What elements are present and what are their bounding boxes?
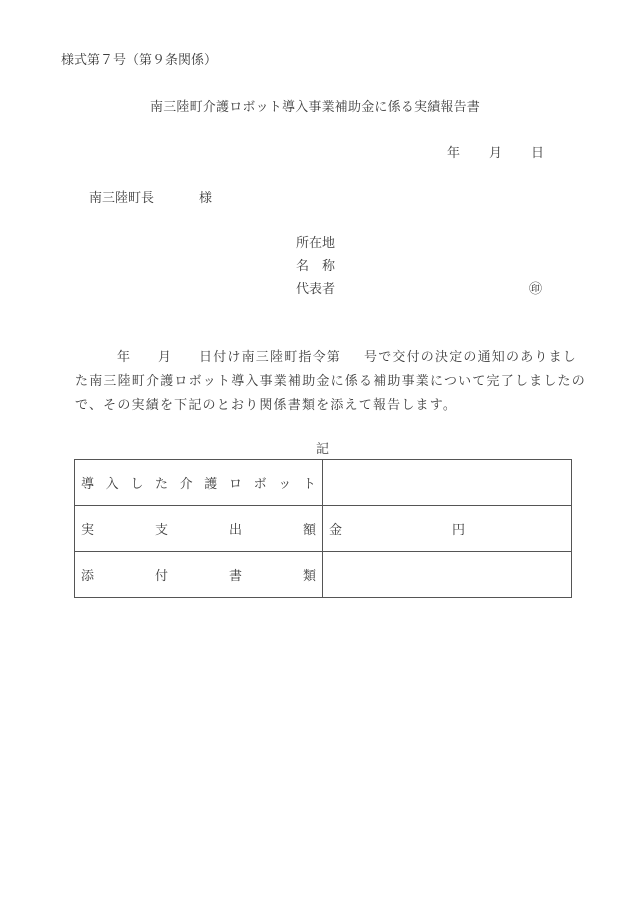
attachments-value-cell[interactable] bbox=[323, 552, 572, 598]
robot-value-cell[interactable] bbox=[323, 460, 572, 506]
label-char: ボ bbox=[253, 477, 267, 492]
addressee-name: 南三陸町長 bbox=[89, 191, 155, 206]
label-char: 類 bbox=[302, 569, 316, 584]
label-char: 支 bbox=[154, 523, 168, 538]
label-char: 額 bbox=[302, 523, 316, 538]
label-char: 出 bbox=[228, 523, 242, 538]
body-line1-text: 日付け南三陸町指令第 bbox=[199, 350, 342, 365]
date-day: 日 bbox=[531, 146, 545, 161]
date-year: 年 bbox=[447, 146, 461, 161]
addressee-honorific: 様 bbox=[199, 191, 213, 206]
label-char: ロ bbox=[228, 477, 242, 492]
label-char: 付 bbox=[154, 569, 168, 584]
attachments-label bbox=[75, 552, 323, 598]
table-row-expense bbox=[75, 506, 572, 552]
robot-label bbox=[75, 460, 323, 506]
label-char: 添 bbox=[81, 569, 95, 584]
seal-mark: ㊞ bbox=[529, 282, 543, 297]
body-line3: で、その実績を下記のとおり関係書類を添えて報告します。 bbox=[75, 398, 458, 413]
label-char: ッ bbox=[278, 477, 292, 492]
label-char: 介 bbox=[179, 477, 193, 492]
form-number: 様式第７号（第９条関係） bbox=[61, 53, 218, 68]
expense-label bbox=[75, 506, 323, 552]
amount-suffix: 円 bbox=[452, 523, 466, 538]
table-row-attachments bbox=[75, 552, 572, 598]
body-year: 年 bbox=[117, 350, 131, 365]
date-month: 月 bbox=[489, 146, 503, 161]
label-char: た bbox=[154, 477, 168, 492]
label-char: し bbox=[130, 477, 144, 492]
body-line2: た南三陸町介護ロボット導入事業補助金に係る補助事業について完了しましたの bbox=[75, 374, 586, 389]
ki-heading: 記 bbox=[316, 442, 330, 457]
table-row-robot bbox=[75, 460, 572, 506]
label-char: 実 bbox=[81, 523, 95, 538]
address-label: 所在地 bbox=[296, 236, 336, 251]
name-label: 名 称 bbox=[296, 259, 336, 274]
label-char: 導 bbox=[81, 477, 95, 492]
label-char: 護 bbox=[204, 477, 218, 492]
records-table bbox=[74, 459, 572, 598]
document-title: 南三陸町介護ロボット導入事業補助金に係る実績報告書 bbox=[150, 100, 481, 115]
representative-label: 代表者 bbox=[296, 282, 336, 297]
label-char: 書 bbox=[228, 569, 242, 584]
amount-prefix: 金 bbox=[329, 523, 343, 538]
label-char: ト bbox=[302, 477, 316, 492]
body-month: 月 bbox=[158, 350, 172, 365]
expense-value-cell[interactable] bbox=[323, 506, 572, 552]
label-char: 入 bbox=[105, 477, 119, 492]
body-line1-rest: 号で交付の決定の通知のありまし bbox=[364, 350, 578, 365]
